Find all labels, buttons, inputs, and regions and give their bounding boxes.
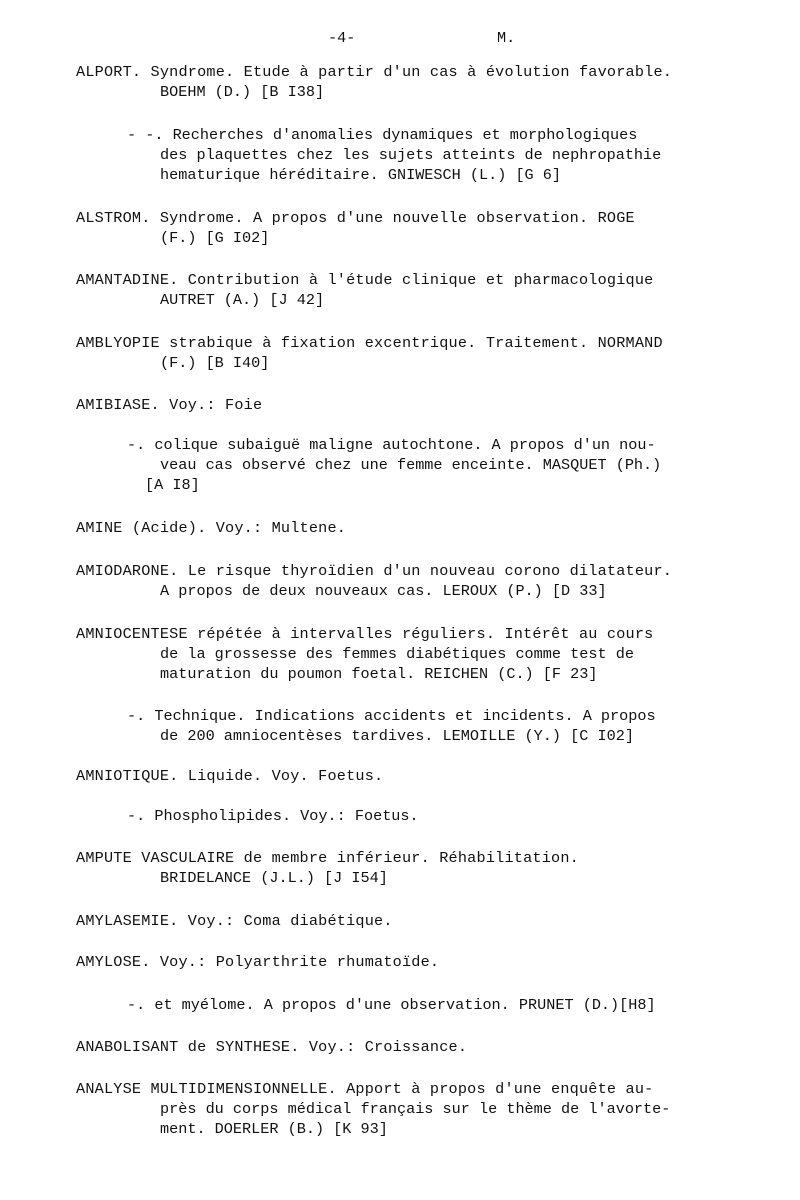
index-entry-amibiase xyxy=(76,395,746,415)
index-entry-anabolisant xyxy=(76,1037,746,1057)
entry-line: AMINE (Acide). Voy.: Multene. xyxy=(76,519,347,537)
entry-line: AMYLOSE. Voy.: Polyarthrite rhumatoïde. xyxy=(76,953,440,971)
index-entry-amine xyxy=(76,518,746,538)
index-entry-analyse xyxy=(76,1079,746,1139)
entry-line: près du corps médical français sur le thème de l'avorte- xyxy=(160,1100,671,1118)
entry-line: -. et myélome. A propos d'une observation. PRUNET (D.)[H8] xyxy=(127,996,656,1014)
entry-line: AMIODARONE. Le risque thyroïdien d'un nouveau corono dilatateur. xyxy=(76,562,673,580)
page-header xyxy=(0,28,800,52)
entry-line: (F.) [G I02] xyxy=(160,229,270,247)
entry-line: veau cas observé chez une femme enceinte. MASQUET (Ph.) xyxy=(160,456,662,474)
entry-line: [A I8] xyxy=(145,476,200,494)
entry-line: de la grossesse des femmes diabétiques comme test de xyxy=(160,645,634,663)
index-entry-amiodarone xyxy=(76,561,746,601)
entry-line: AMNIOTIQUE. Liquide. Voy. Foetus. xyxy=(76,767,384,785)
entry-line: -. colique subaiguë maligne autochtone. A propos d'un nou- xyxy=(127,436,656,454)
entry-line: de 200 amniocentèses tardives. LEMOILLE (Y.) [C I02] xyxy=(160,727,634,745)
index-subentry-amibiase xyxy=(127,435,747,495)
entry-line: -. Technique. Indications accidents et incidents. A propos xyxy=(127,707,656,725)
entry-line: AMIBIASE. Voy.: Foie xyxy=(76,396,263,414)
entry-line: des plaquettes chez les sujets atteints de nephropathie xyxy=(160,146,662,164)
index-entry-amniocentese xyxy=(76,624,746,684)
index-entry-amblyopie xyxy=(76,333,746,373)
index-entry-alport xyxy=(76,62,746,102)
entry-line: AMPUTE VASCULAIRE de membre inférieur. Réhabilitation. xyxy=(76,849,579,867)
entry-line: ment. DOERLER (B.) [K 93] xyxy=(160,1120,388,1138)
entry-line: -. Phospholipides. Voy.: Foetus. xyxy=(127,807,419,825)
entry-line: A propos de deux nouveaux cas. LEROUX (P.) [D 33] xyxy=(160,582,607,600)
entry-line: maturation du poumon foetal. REICHEN (C.) [F 23] xyxy=(160,665,598,683)
entry-line: hematurique héréditaire. GNIWESCH (L.) [G 6] xyxy=(160,166,562,184)
index-entry-amantadine xyxy=(76,270,746,310)
entry-line: BRIDELANCE (J.L.) [J I54] xyxy=(160,869,388,887)
index-subentry-amniotique xyxy=(127,806,747,826)
index-subentry-alport xyxy=(127,125,747,185)
entry-line: AUTRET (A.) [J 42] xyxy=(160,291,325,309)
entry-line: AMNIOCENTESE répétée à intervalles réguliers. Intérêt au cours xyxy=(76,625,654,643)
entry-line: AMANTADINE. Contribution à l'étude clinique et pharmacologique xyxy=(76,271,654,289)
index-entry-ampute xyxy=(76,848,746,888)
index-subentry-amniocentese xyxy=(127,706,747,746)
index-entry-amniotique xyxy=(76,766,746,786)
index-entry-amylose xyxy=(76,952,746,972)
section-letter: M. xyxy=(497,29,516,47)
page-number: -4- xyxy=(328,29,356,47)
entry-line: BOEHM (D.) [B I38] xyxy=(160,83,325,101)
entry-line: ANALYSE MULTIDIMENSIONNELLE. Apport à propos d'une enquête au- xyxy=(76,1080,654,1098)
index-subentry-amylose xyxy=(127,995,747,1015)
entry-line: AMYLASEMIE. Voy.: Coma diabétique. xyxy=(76,912,393,930)
entry-line: ALPORT. Syndrome. Etude à partir d'un cas à évolution favorable. xyxy=(76,63,673,81)
entry-line: - -. Recherches d'anomalies dynamiques et morphologiques xyxy=(127,126,638,144)
entry-line: ALSTROM. Syndrome. A propos d'une nouvelle observation. ROGE xyxy=(76,209,635,227)
index-entry-alstrom xyxy=(76,208,746,248)
entry-line: (F.) [B I40] xyxy=(160,354,270,372)
entry-line: AMBLYOPIE strabique à fixation excentrique. Traitement. NORMAND xyxy=(76,334,663,352)
index-entry-amylasemie xyxy=(76,911,746,931)
entry-line: ANABOLISANT de SYNTHESE. Voy.: Croissance. xyxy=(76,1038,468,1056)
